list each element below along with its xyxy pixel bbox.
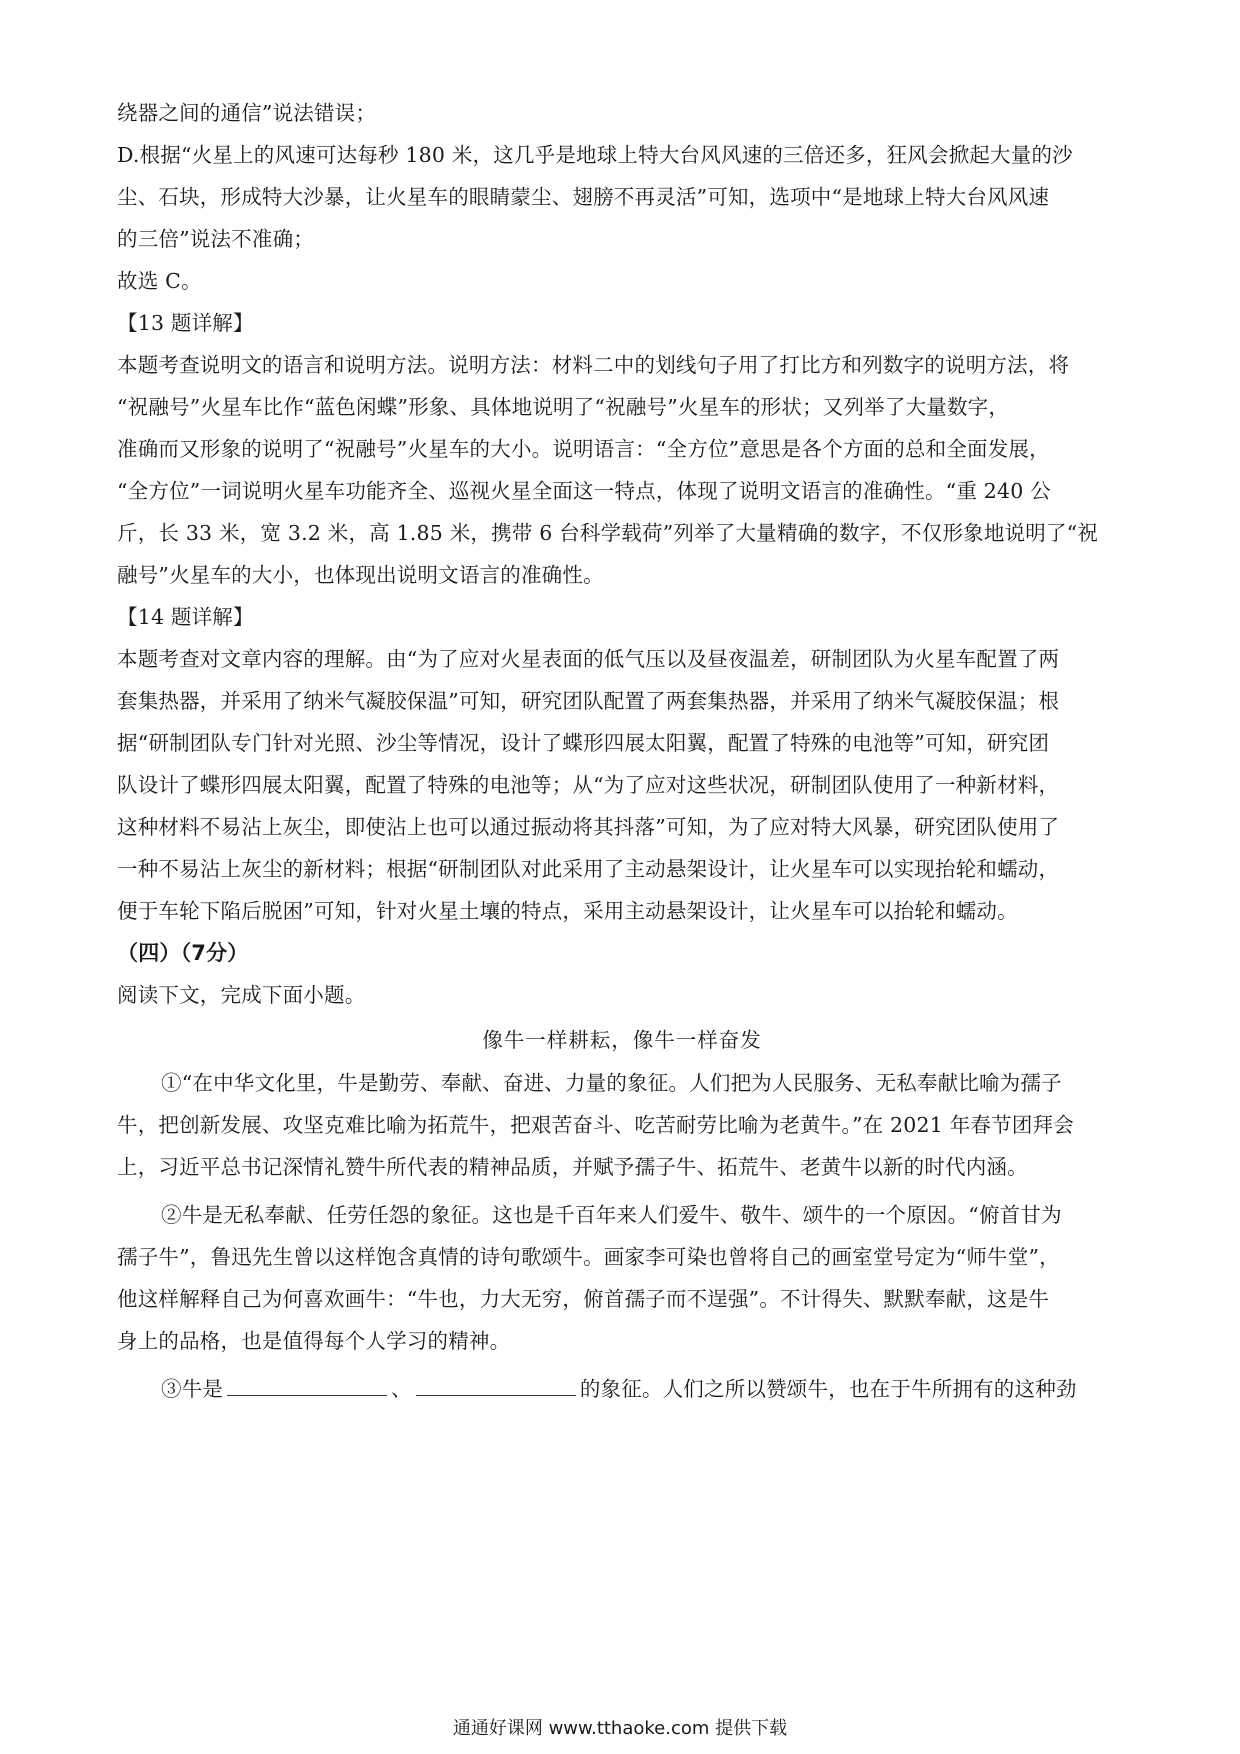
text-line: “全方位”一词说明火星车功能齐全、巡视火星全面这一特点，体现了说明文语言的准确性。“重 240 公 [117,479,1051,503]
text-line: 套集热器，并采用了纳米气凝胶保温”可知，研究团队配置了两套集热器，并采用了纳米气凝胶保温；根 [117,689,1060,713]
instruction-text: 阅读下文，完成下面小题。 [117,983,366,1007]
text-line: 斤，长 33 米，宽 3.2 米，高 1.85 米，携带 6 台科学载荷”列举了大量精确的数字，不仅形象地说明了“祝 [117,521,1099,545]
text-line: 据“研制团队专门针对光照、沙尘等情况，设计了蝶形四展太阳翼，配置了特殊的电池等”可知，研究团 [117,731,1050,755]
text-line: 准确而又形象的说明了“祝融号”火星车的大小。说明语言：“全方位”意思是各个方面的总和全面发展， [117,437,1050,461]
text-line: 一种不易沾上灰尘的新材料；根据“研制团队对此采用了主动悬架设计，让火星车可以实现抬轮和蠕动， [117,857,1060,881]
article-paragraph-line: 孺子牛”，鲁迅先生曾以这样饱含真情的诗句歌颂牛。画家李可染也曾将自己的画室堂号定为“师牛堂”， [117,1245,1060,1269]
text-line: 这种材料不易沾上灰尘，即使沾上也可以通过振动将其抖落”可知，为了应对特大风暴，研究团队使用了 [117,815,1060,839]
blank-line-suffix: 的象征。人们之所以赞颂牛，也在于牛所拥有的这种劲 [579,1377,1077,1401]
article-paragraph-line: 他这样解释自己为何喜欢画牛：“牛也，力大无穷，俯首孺子而不逞强”。不计得失、默默奉献，这是牛 [117,1287,1050,1311]
article-paragraph-line: 牛，把创新发展、攻坚克难比喻为拓荒牛，把艰苦奋斗、吃苦耐劳比喻为老黄牛。”在 2021 年春节团拜会 [117,1113,1074,1137]
text-line: 故选 C。 [117,269,202,293]
article-title: 像牛一样耕耘，像牛一样奋发 [482,1028,762,1052]
question-14-heading: 【14 题详解】 [117,605,254,629]
footer-text: 通通好课网 www.tthaoke.com 提供下载 [452,1718,788,1739]
article-paragraph-line: 上，习近平总书记深情礼赞牛所代表的精神品质，并赋予孺子牛、拓荒牛、老黄牛以新的时代内涵。 [117,1155,1028,1179]
question-13-heading: 【13 题详解】 [117,311,254,335]
text-line: 融号”火星车的大小，也体现出说明文语言的准确性。 [117,563,604,587]
text-line: 绕器之间的通信”说法错误； [117,101,377,125]
section-heading: （四）（7分） [117,941,249,965]
text-line: 队设计了蝶形四展太阳翼，配置了特殊的电池等；从“为了应对这些状况，研制团队使用了一种新材料， [117,773,1060,797]
text-line: 本题考查对文章内容的理解。由“为了应对火星表面的低气压以及昼夜温差，研制团队为火星车配置了两 [117,647,1060,671]
article-paragraph-line: ①“在中华文化里，牛是勤劳、奉献、奋进、力量的象征。人们把为人民服务、无私奉献比喻为孺子 [161,1071,1062,1095]
text-line: 本题考查说明文的语言和说明方法。说明方法：材料二中的划线句子用了打比方和列数字的说明方法，将 [117,353,1070,377]
article-paragraph-line: 身上的品格，也是值得每个人学习的精神。 [117,1329,511,1353]
text-line: 的三倍”说法不准确； [117,227,314,251]
blank-line-prefix: ③牛是 [161,1377,224,1401]
fill-in-blank-line [117,1368,1127,1410]
answer-blank-2[interactable] [416,1373,576,1396]
blank-separator: 、 [391,1377,412,1401]
article-paragraph-line: ②牛是无私奉献、任劳任怨的象征。这也是千百年来人们爱牛、敬牛、颂牛的一个原因。“俯首甘为 [161,1203,1062,1227]
text-line: 便于车轮下陷后脱困”可知，针对火星土壤的特点，采用主动悬架设计，让火星车可以抬轮和蠕动。 [117,899,1018,923]
answer-blank-1[interactable] [227,1373,387,1396]
text-line: “祝融号”火星车比作“蓝色闲蝶”形象、具体地说明了“祝融号”火星车的形状；又列举了大量数字， [117,395,1010,419]
text-line: D.根据“火星上的风速可达每秒 180 米，这几乎是地球上特大台风风速的三倍还多，狂风会掀起大量的沙 [117,143,1073,167]
text-line: 尘、石块，形成特大沙暴，让火星车的眼睛蒙尘、翅膀不再灵活”可知，选项中“是地球上特大台风风速 [117,185,1050,209]
document-content [117,92,1127,1410]
